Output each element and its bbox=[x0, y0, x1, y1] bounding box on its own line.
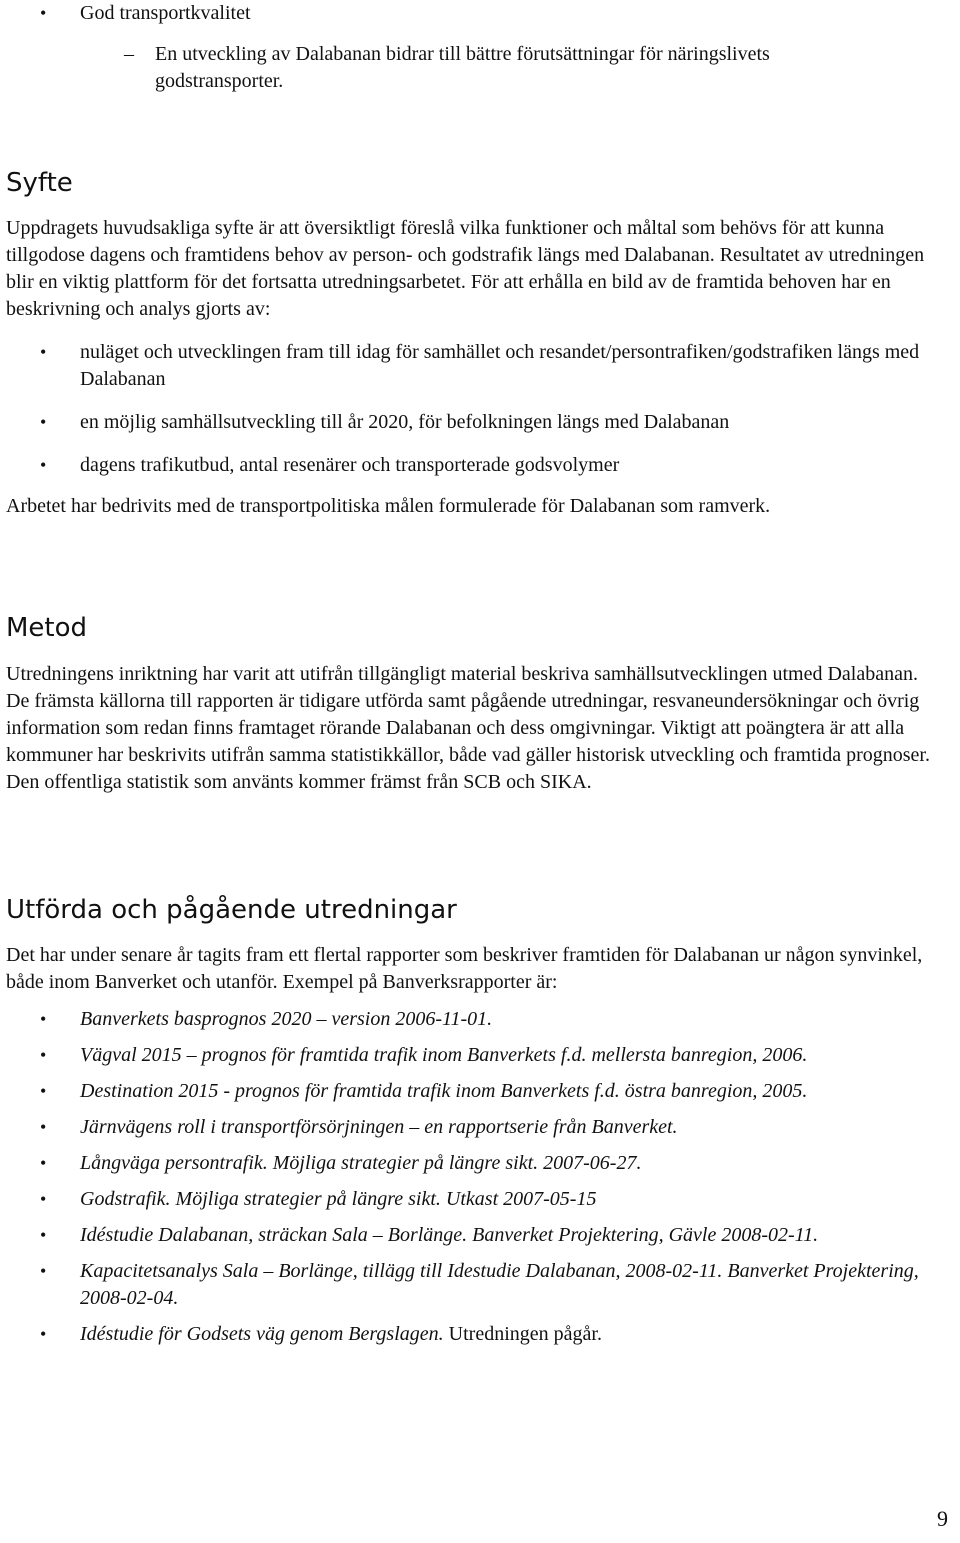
section-heading-metod: Metod bbox=[6, 613, 88, 643]
report-list bbox=[6, 1006, 946, 1348]
section-heading-syfte: Syfte bbox=[6, 168, 73, 198]
list-item bbox=[6, 0, 946, 27]
list-item bbox=[6, 1150, 946, 1177]
sub-item-text: En utveckling av Dalabanan bidrar till bättre förutsättningar för näringslivets godstransporter. bbox=[155, 43, 770, 92]
bullet-icon: • bbox=[40, 1153, 47, 1173]
syfte-closing: Arbetet har bedrivits med de transportpolitiska målen formulerade för Dalabanan som ramverk. bbox=[6, 495, 771, 517]
sub-item bbox=[6, 41, 946, 95]
bullet-icon: • bbox=[40, 1009, 47, 1029]
list-item bbox=[6, 1042, 946, 1069]
report-title: Godstrafik. Möjliga strategier på längre sikt. Utkast 2007-05-15 bbox=[80, 1188, 597, 1210]
syfte-text-2: Resultatet av utredningen blir en viktig plattform för det fortsatta utredningsarbetet. bbox=[6, 244, 925, 293]
list-item bbox=[6, 1078, 946, 1105]
report-title: Banverkets basprognos 2020 – version 2006-11-01. bbox=[80, 1008, 493, 1030]
syfte-text-1: Uppdragets huvudsakliga syfte är att översiktligt föreslå vilka funktioner och måltal som behövs för att kunna tillgodose dagens och framtidens behov av person- och godstrafik längs med Dalabanan. bbox=[6, 217, 885, 266]
bullet-icon: • bbox=[40, 1225, 47, 1245]
list-item bbox=[6, 409, 946, 436]
list-item bbox=[6, 1258, 946, 1312]
list-item bbox=[6, 1006, 946, 1033]
list-item bbox=[6, 1222, 946, 1249]
report-note: Utredningen pågår. bbox=[443, 1323, 602, 1345]
bullet-text: dagens trafikutbud, antal resenärer och transporterade godsvolymer bbox=[80, 454, 620, 476]
bullet-icon: • bbox=[40, 342, 47, 362]
bullet-icon: • bbox=[40, 412, 47, 432]
list-item bbox=[6, 1321, 946, 1348]
bullet-icon: • bbox=[40, 3, 47, 23]
dash-icon: – bbox=[124, 43, 134, 65]
bullet-icon: • bbox=[40, 1189, 47, 1209]
bullet-icon: • bbox=[40, 1081, 47, 1101]
syfte-paragraph bbox=[6, 215, 946, 323]
bullet-icon: • bbox=[40, 1045, 47, 1065]
report-title: Idéstudie för Godsets väg genom Bergslagen. bbox=[80, 1323, 444, 1345]
syfte-text-3: För att erhålla en bild av de framtida behoven har en beskrivning och analys gjorts av: bbox=[6, 271, 891, 320]
list-item bbox=[6, 1114, 946, 1141]
syfte-bullet-list bbox=[6, 339, 946, 479]
bullet-text: God transportkvalitet bbox=[80, 2, 251, 24]
top-bullet-list bbox=[6, 0, 946, 27]
bullet-icon: • bbox=[40, 1117, 47, 1137]
utforda-intro: Det har under senare år tagits fram ett flertal rapporter som beskriver framtiden för Dalabanan ur någon synvinkel, både inom Banverket och utanför. Exempel på Banverksrapporter är: bbox=[6, 944, 923, 993]
metod-paragraph: Utredningens inriktning har varit att utifrån tillgängligt material beskriva samhällsutvecklingen utmed Dalabanan. De främsta källorna till rapporten är tidigare utförda samt pågående utredningar, resvaneundersökningar och övrig information som redan finns framtaget rörande Dalabanan och dess omgivningar. Viktigt att poängtera är att alla kommuner har beskrivits utifrån samma statistikkällor, både vad gäller historisk utveckling och framtida prognoser. Den offentliga statistik som använts kommer främst från SCB och SIKA. bbox=[6, 663, 930, 793]
report-title: Idéstudie Dalabanan, sträckan Sala – Borlänge. Banverket Projektering, Gävle 2008-02-11. bbox=[80, 1224, 819, 1246]
report-title: Långväga persontrafik. Möjliga strategier på längre sikt. 2007-06-27. bbox=[80, 1152, 642, 1174]
list-item bbox=[6, 452, 946, 479]
report-title: Järnvägens roll i transportförsörjningen – en rapportserie från Banverket. bbox=[80, 1116, 678, 1138]
report-title: Destination 2015 - prognos för framtida trafik inom Banverkets f.d. östra banregion, 2005. bbox=[80, 1080, 808, 1102]
bullet-icon: • bbox=[40, 1261, 47, 1281]
bullet-text: en möjlig samhällsutveckling till år 2020, för befolkningen längs med Dalabanan bbox=[80, 411, 730, 433]
bullet-text: nuläget och utvecklingen fram till idag för samhället och resandet/persontrafiken/godstrafiken längs med Dalabanan bbox=[80, 341, 920, 390]
section-heading-utforda: Utförda och pågående utredningar bbox=[6, 895, 457, 925]
list-item bbox=[6, 339, 946, 393]
report-title: Vägval 2015 – prognos för framtida trafik inom Banverkets f.d. mellersta banregion, 2006. bbox=[80, 1044, 808, 1066]
bullet-icon: • bbox=[40, 455, 47, 475]
report-title: Kapacitetsanalys Sala – Borlänge, tillägg till Idestudie Dalabanan, 2008-02-11. Banverket Projektering, 2008-02-04. bbox=[80, 1260, 919, 1309]
bullet-icon: • bbox=[40, 1324, 47, 1344]
list-item bbox=[6, 1186, 946, 1213]
page-number: 9 bbox=[937, 1506, 948, 1531]
